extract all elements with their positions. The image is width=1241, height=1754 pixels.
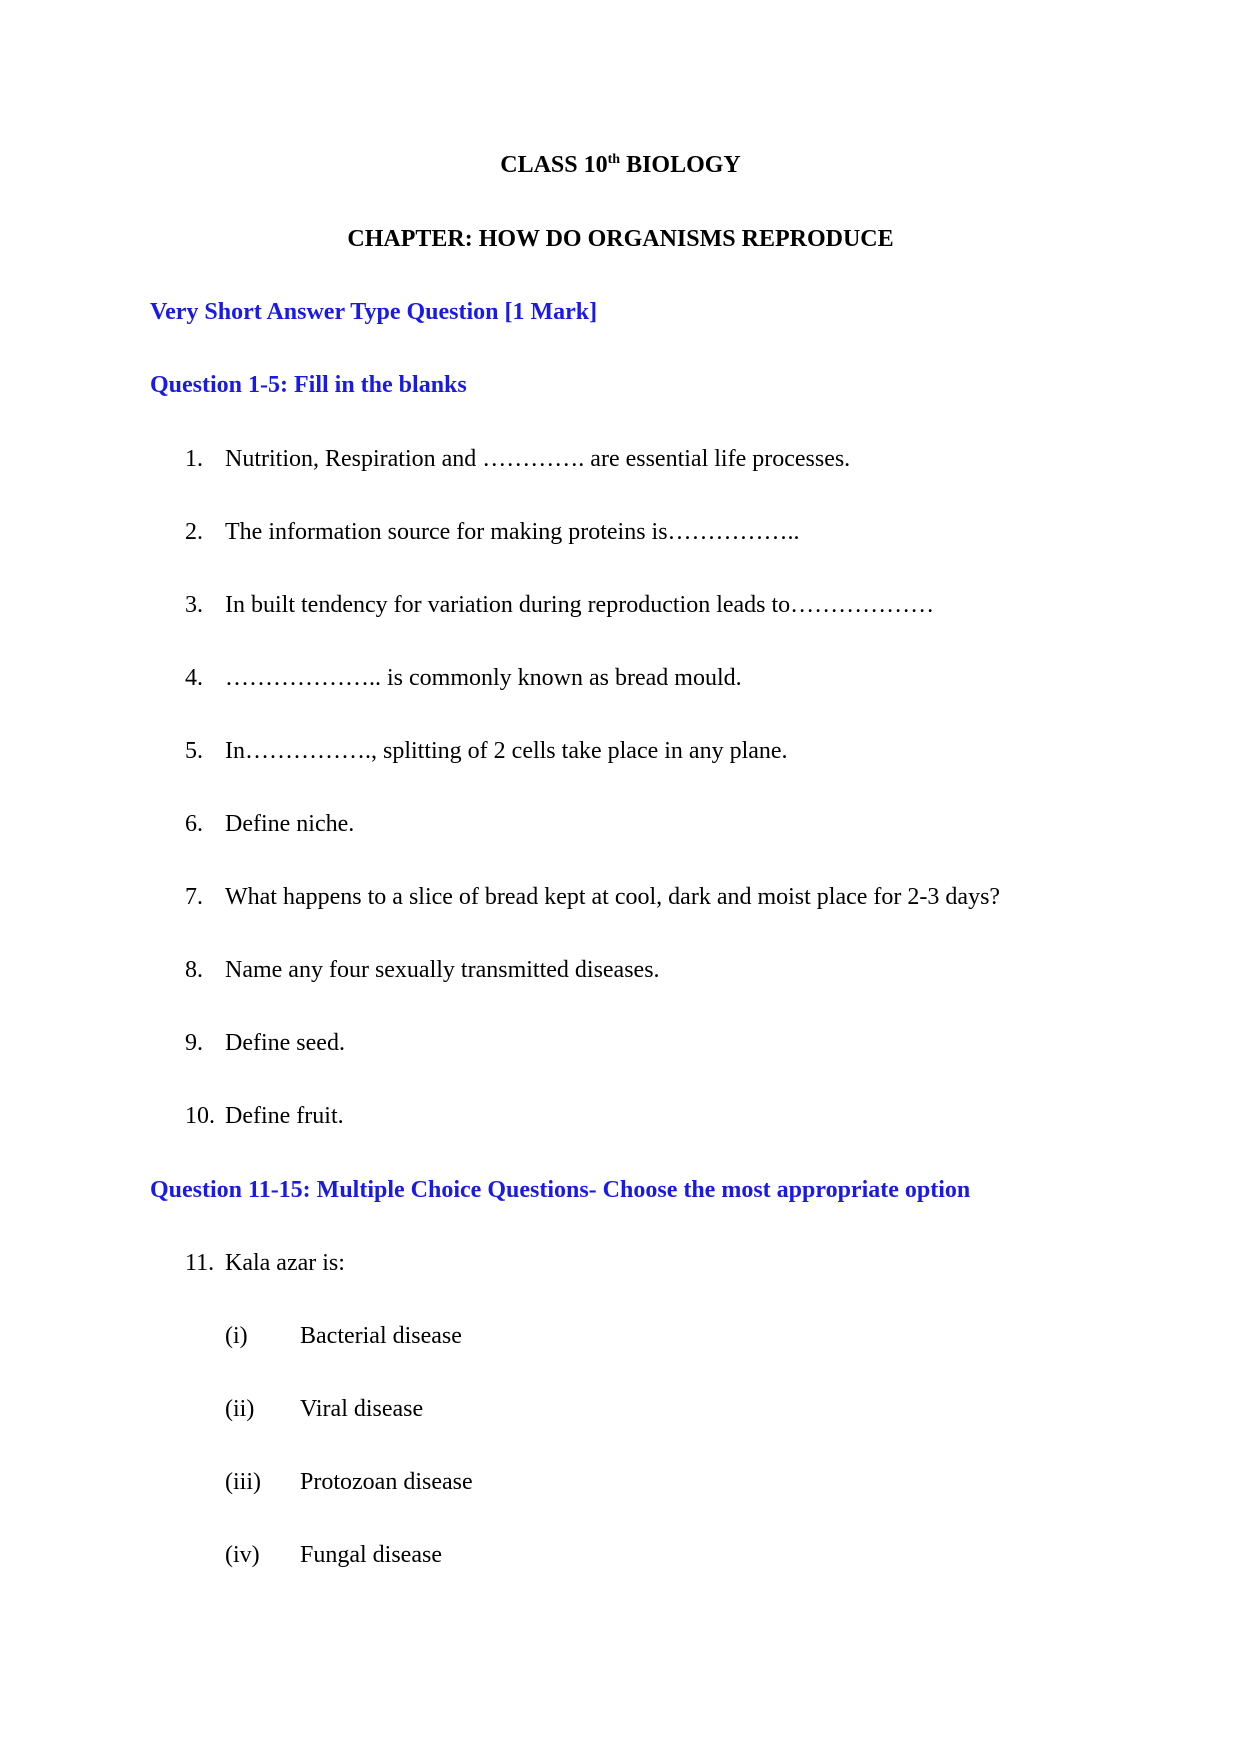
question-item-2 <box>185 517 800 547</box>
class-title-suffix: BIOLOGY <box>620 152 741 178</box>
option-label: (i) <box>225 1323 248 1349</box>
question-number: 10. <box>185 1103 215 1129</box>
class-title-superscript: th <box>607 152 621 167</box>
question-item-6 <box>185 809 354 839</box>
option-text: Fungal disease <box>300 1542 442 1568</box>
question-number: 7. <box>185 884 203 910</box>
question-number: 5. <box>185 738 203 764</box>
option-text: Bacterial disease <box>300 1323 462 1349</box>
section-heading-very-short: Very Short Answer Type Question [1 Mark] <box>150 299 598 325</box>
class-title-prefix: CLASS 10 <box>500 152 608 178</box>
mcq-question-11 <box>185 1248 345 1278</box>
question-number: 8. <box>185 957 203 983</box>
question-number: 2. <box>185 519 203 545</box>
question-text: What happens to a slice of bread kept at cool, dark and moist place for 2-3 days? <box>225 884 1001 910</box>
question-item-10 <box>185 1101 344 1131</box>
question-item-4 <box>185 663 742 693</box>
question-text: Define niche. <box>225 811 355 837</box>
question-number: 6. <box>185 811 203 837</box>
question-text: In built tendency for variation during reproduction leads to……………… <box>225 592 935 618</box>
option-label: (ii) <box>225 1396 255 1422</box>
mcq-option-2 <box>225 1394 423 1424</box>
question-item-8 <box>185 955 660 985</box>
question-text: ……………….. is commonly known as bread mould. <box>225 665 742 691</box>
question-text: Nutrition, Respiration and …………. are essential life processes. <box>225 446 851 472</box>
option-text: Protozoan disease <box>300 1469 473 1495</box>
question-text: Kala azar is: <box>225 1250 345 1276</box>
chapter-title: CHAPTER: HOW DO ORGANISMS REPRODUCE <box>347 226 894 252</box>
question-text: The information source for making proteins is…………….. <box>225 519 800 545</box>
question-item-3 <box>185 590 934 620</box>
question-text: Name any four sexually transmitted diseases. <box>225 957 660 983</box>
section-heading-fill-blanks: Question 1-5: Fill in the blanks <box>150 372 467 398</box>
class-title <box>0 150 1241 180</box>
option-label: (iii) <box>225 1469 261 1495</box>
question-text: Define seed. <box>225 1030 345 1056</box>
question-number: 3. <box>185 592 203 618</box>
question-item-7 <box>185 882 1000 912</box>
question-item-1 <box>185 444 850 474</box>
question-text: In……………., splitting of 2 cells take place in any plane. <box>225 738 788 764</box>
question-text: Define fruit. <box>225 1103 344 1129</box>
question-number: 11. <box>185 1250 215 1276</box>
mcq-option-3 <box>225 1467 473 1497</box>
question-item-9 <box>185 1028 345 1058</box>
option-label: (iv) <box>225 1542 260 1568</box>
mcq-option-4 <box>225 1540 442 1570</box>
section-heading-mcq: Question 11-15: Multiple Choice Questions- Choose the most appropriate option <box>150 1177 971 1203</box>
question-number: 1. <box>185 446 203 472</box>
mcq-option-1 <box>225 1321 462 1351</box>
question-item-5 <box>185 736 788 766</box>
question-number: 9. <box>185 1030 203 1056</box>
question-number: 4. <box>185 665 203 691</box>
option-text: Viral disease <box>300 1396 424 1422</box>
